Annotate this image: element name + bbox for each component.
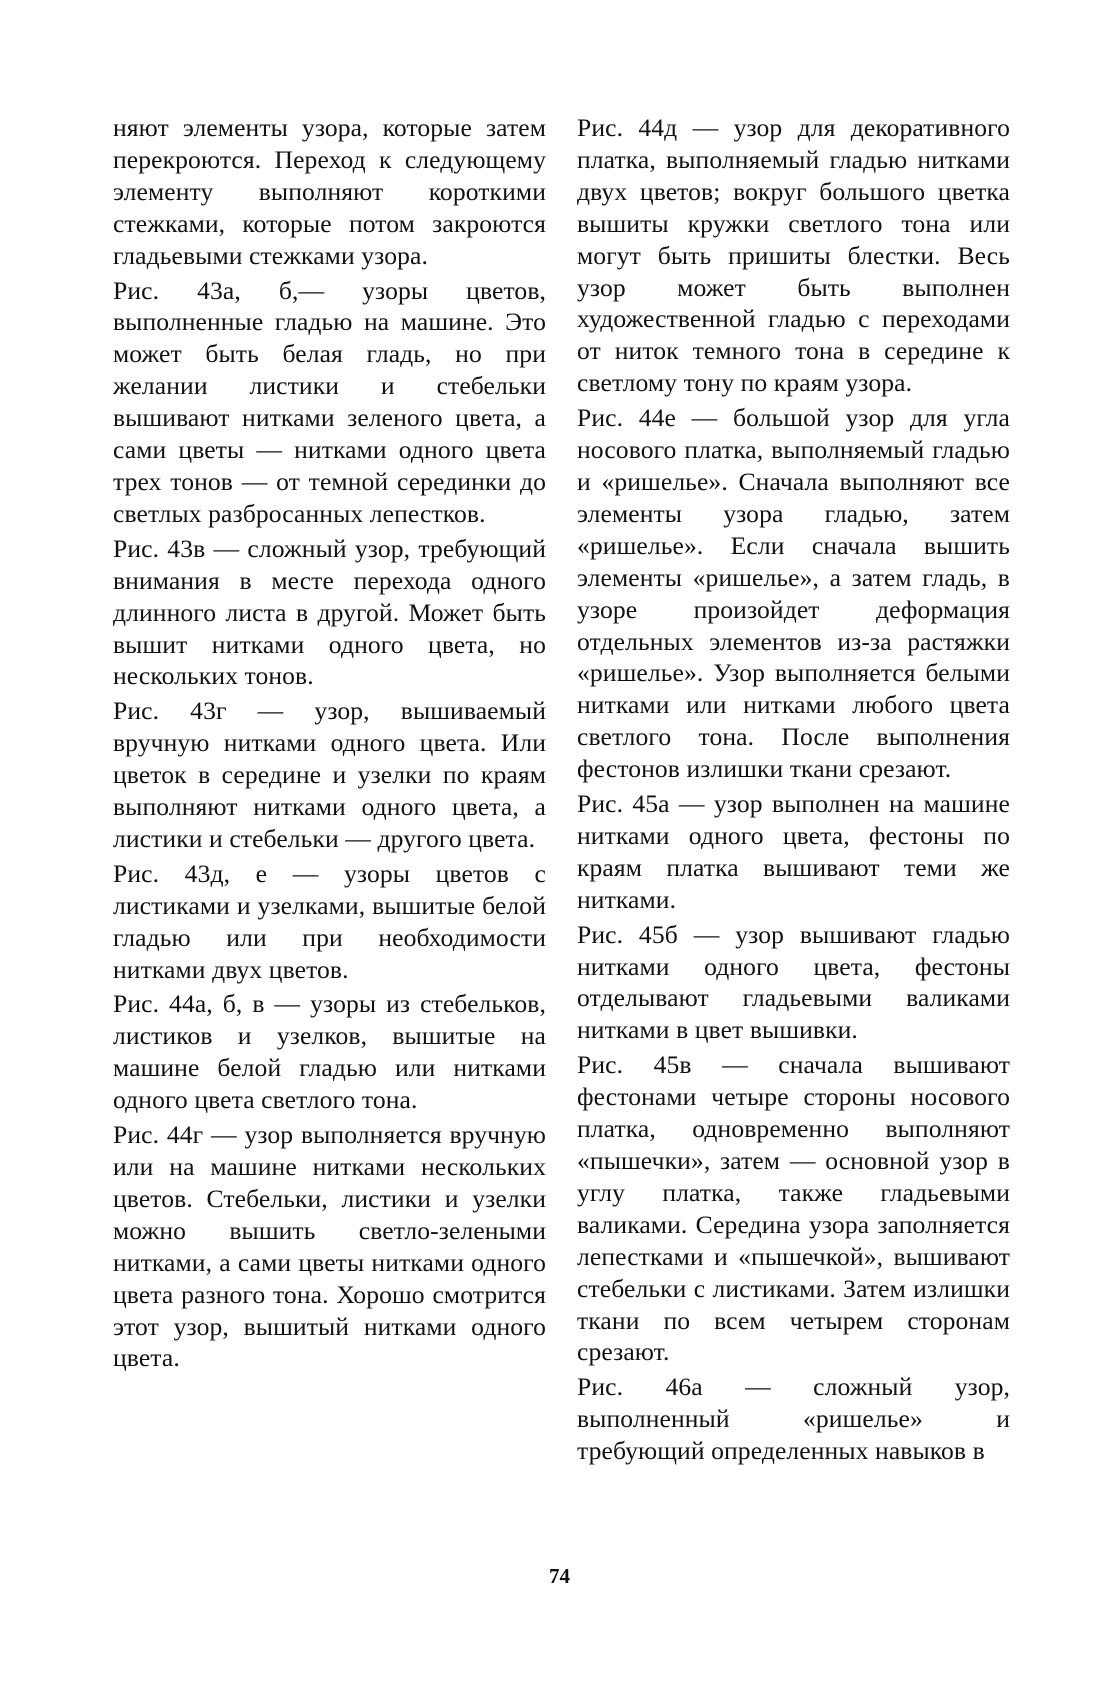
paragraph: Рис. 44е — большой узор для угла носового платка, выполняемый гладью и «ришелье». Сначала выполняют все элементы узора гладью, затем «ришелье». Если сначала вышить элементы «ришелье», а затем гладь, в узоре произойдет деформация отдельных элементов из-за растяжки «ришелье». Узор выполняется белыми нитками или нитками любого цвета светлого тона. После выполнения фестонов излишки ткани срезают. bbox=[577, 403, 1010, 784]
paragraph: Рис. 44д — узор для декоративного платка, выполняемый гладью нитками двух цветов; вокруг большого цветка вышиты кружки светлого тона или могут быть пришиты блестки. Весь узор может быть выполнен художественной гладью с переходами от ниток темного тона в середине к светлому тону по краям узора. bbox=[577, 113, 1010, 398]
paragraph: Рис. 45в — сначала вышивают фестонами четыре стороны носового платка, одновременно выполняют «пышечки», затем — основной узор в углу платка, также гладьевыми валиками. Середина узора заполняется лепестками и «пышечкой», вышивают стебельки с листиками. Затем излишки ткани по всем четырем сторонам срезают. bbox=[577, 1050, 1010, 1367]
paragraph: Рис. 43г — узор, вышиваемый вручную нитками одного цвета. Или цветок в середине и узелки по краям выполняют нитками одного цвета, а листики и стебельки — другого цвета. bbox=[113, 696, 546, 853]
paragraph: Рис. 43д, е — узоры цветов с листиками и узелками, вышитые белой гладью или при необходимости нитками двух цветов. bbox=[113, 858, 546, 984]
paragraph: Рис. 45а — узор выполнен на машине нитками одного цвета, фестоны по краям платка вышивают теми же нитками. bbox=[577, 789, 1010, 914]
page-number: 74 bbox=[549, 1564, 570, 1588]
paragraph: Рис. 43а, б,— узоры цветов, выполненные гладью на машине. Это может быть белая гладь, но при желании листики и стебельки вышивают нитками зеленого цвета, а сами цветы — нитками одного цвета трех тонов — от темной серединки до светлых разбросанных лепестков. bbox=[113, 275, 546, 528]
paragraph: Рис. 45б — узор вышивают гладью нитками одного цвета, фестоны отделывают гладьевыми валиками нитками в цвет вышивки. bbox=[577, 919, 1010, 1045]
paragraph: Рис. 44а, б, в — узоры из стебельков, листиков и узелков, вышитые на машине белой гладью или нитками одного цвета светлого тона. bbox=[113, 989, 546, 1115]
paragraph: Рис. 46а — сложный узор, выполненный «ришелье» и требующий определенных навыков в bbox=[577, 1372, 1010, 1466]
paragraph: Рис. 44г — узор выполняется вручную или на машине нитками нескольких цветов. Стебельки, листики и узелки можно вышить светло-зелеными нитками, а сами цветы нитками одного цвета разного тона. Хорошо смотрится этот узор, вышитый нитками одного цвета. bbox=[113, 1120, 546, 1373]
left-text-column bbox=[113, 112, 546, 1377]
paragraph: Рис. 43в — сложный узор, требующий внимания в месте перехода одного длинного листа в другой. Может быть вышит нитками одного цвета, но нескольких тонов. bbox=[113, 533, 546, 691]
right-text-column bbox=[577, 112, 1010, 1470]
paragraph: няют элементы узора, которые затем перекроются. Переход к следующему элементу выполняют короткими стежками, которые потом закроются гладьевыми стежками узора. bbox=[113, 113, 546, 270]
